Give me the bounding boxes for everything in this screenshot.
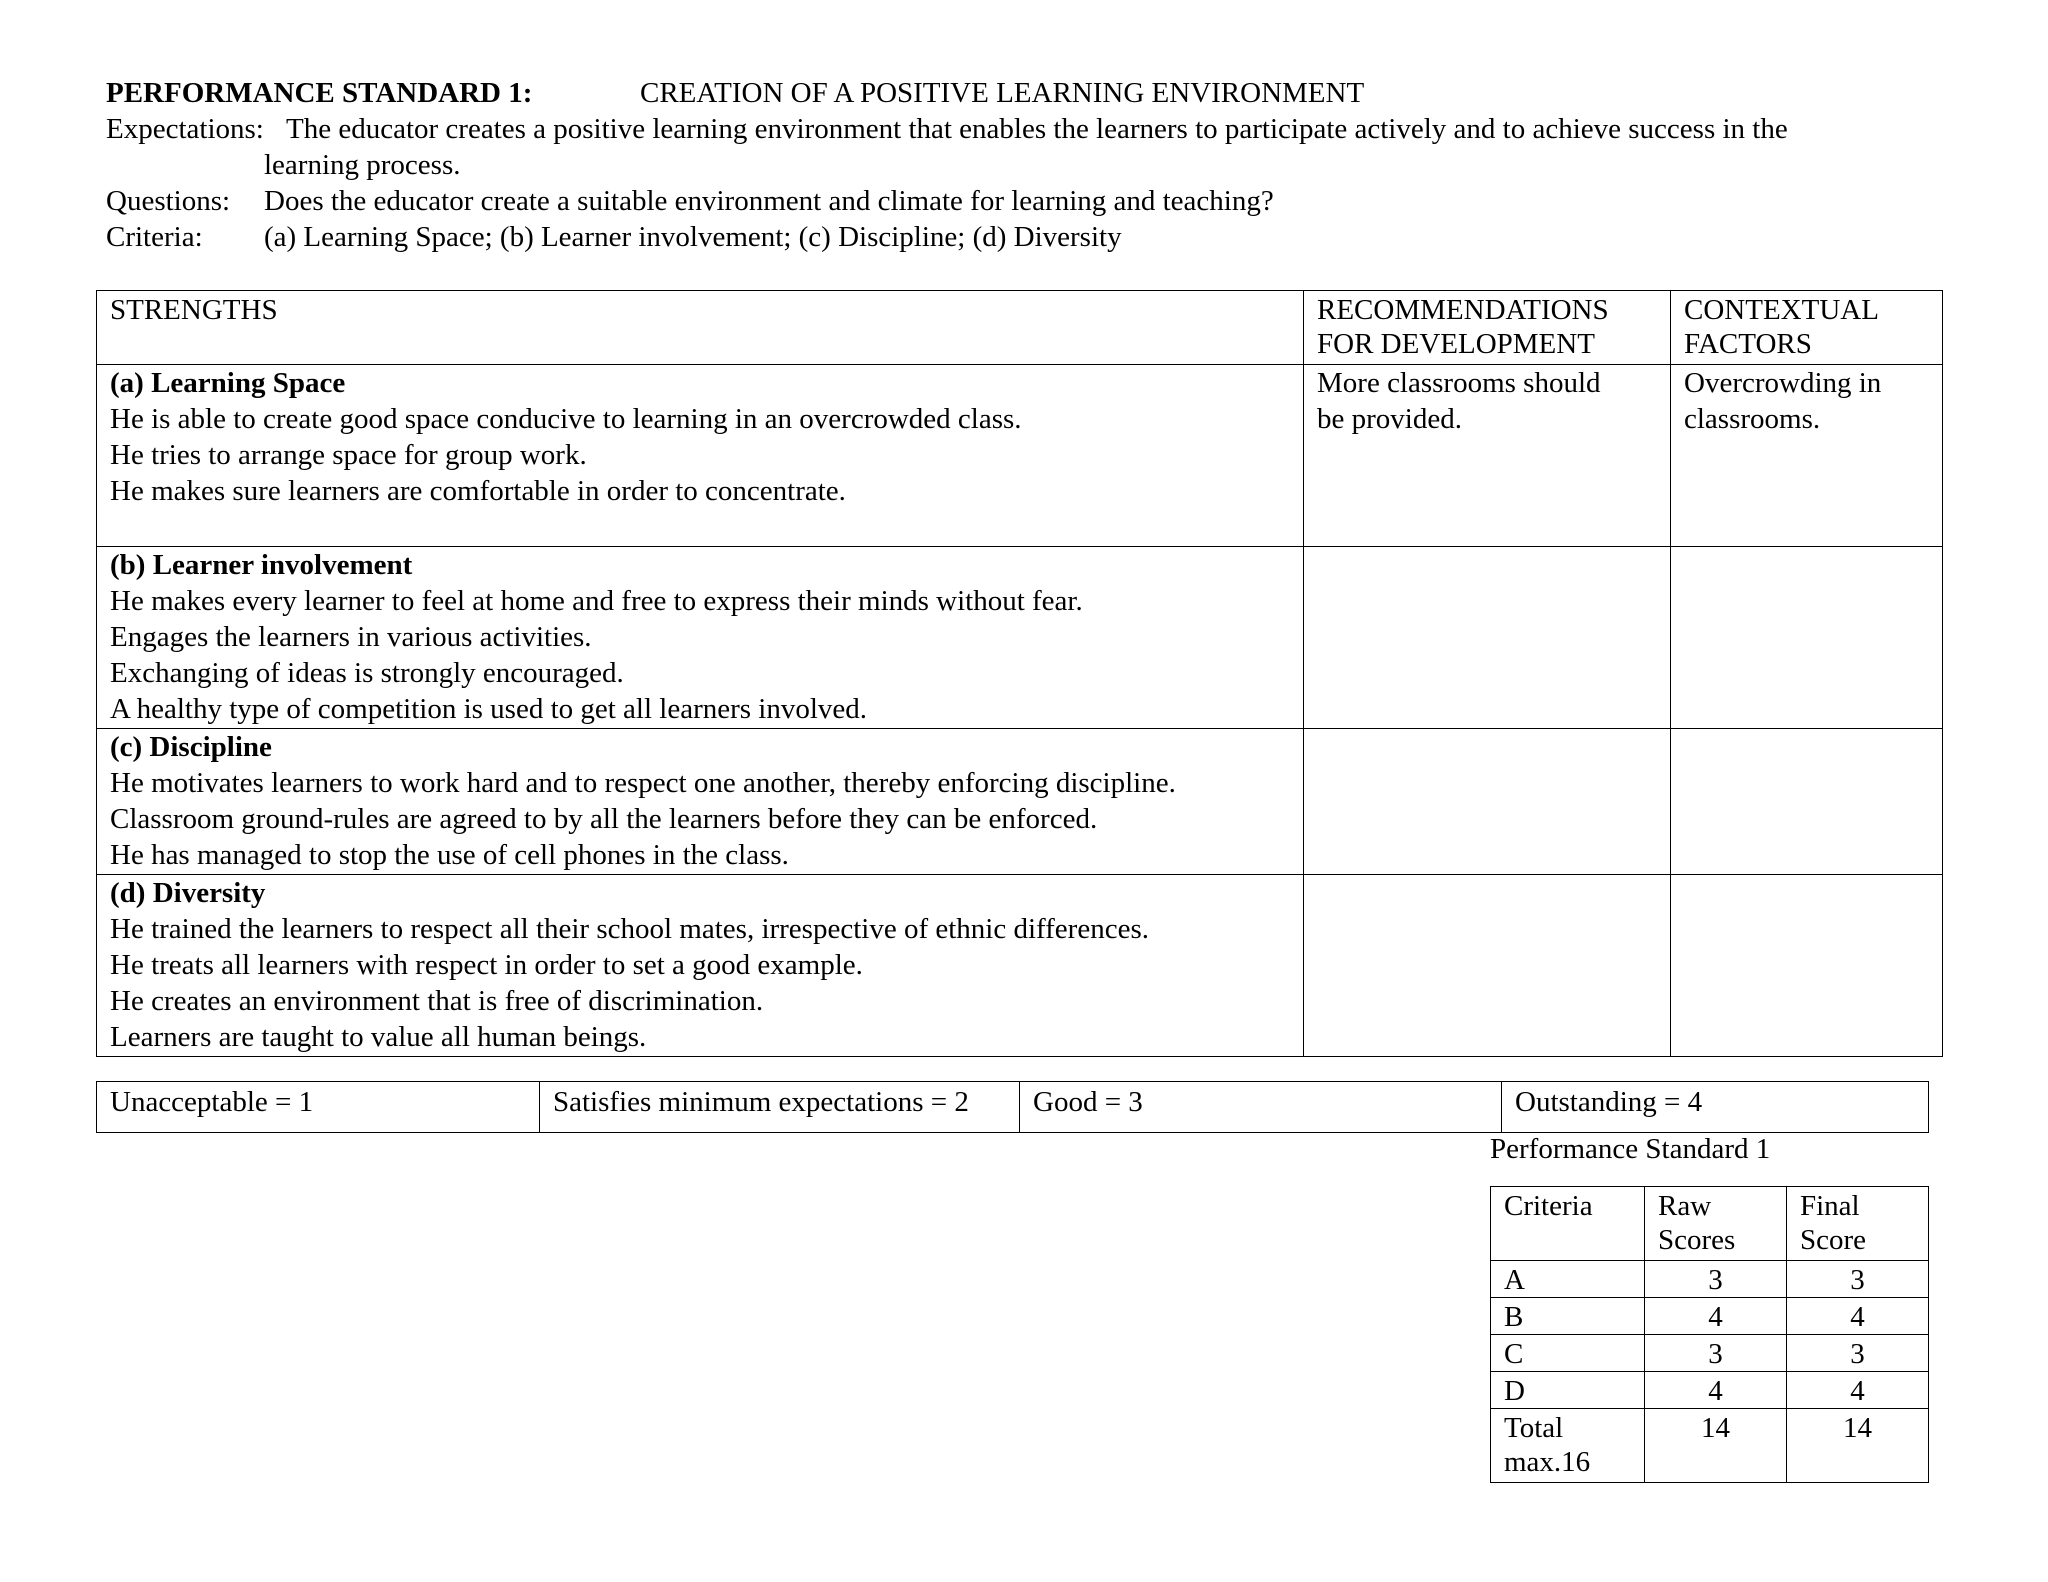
strength-line: He creates an environment that is free of discrimination. [110, 985, 764, 1017]
strength-line: Engages the learners in various activities. [110, 621, 592, 653]
criteria-cell: D [1491, 1372, 1645, 1409]
strength-line: Classroom ground-rules are agreed to by all the learners before they can be enforced. [110, 803, 1098, 835]
section-title: (b) Learner involvement [110, 549, 413, 581]
expectations-text-line1: The educator creates a positive learning environment that enables the learners to participate actively and to achieve success in the [286, 113, 1788, 145]
raw-score-cell: 3 [1645, 1335, 1787, 1372]
strength-line: He treats all learners with respect in order to set a good example. [110, 949, 863, 981]
questions-label: Questions: [106, 185, 231, 217]
learning-space-strengths-cell [97, 365, 1304, 547]
raw-score-cell: 4 [1645, 1298, 1787, 1335]
score-table-header-row [1491, 1187, 1929, 1261]
strengths-header: STRENGTHS [97, 291, 1304, 365]
section-title: (c) Discipline [110, 731, 272, 763]
rating-satisfies-minimum: Satisfies minimum expectations = 2 [540, 1082, 1020, 1133]
recommendations-header: RECOMMENDATIONS FOR DEVELOPMENT [1304, 291, 1671, 365]
criteria-cell: A [1491, 1261, 1645, 1298]
expectations-row [106, 111, 1788, 147]
total-label-cell: Total max.16 [1491, 1409, 1645, 1483]
criteria-cell: C [1491, 1335, 1645, 1372]
strengths-table-header-row [97, 291, 1943, 365]
section-title: (a) Learning Space [110, 367, 346, 399]
criteria-row [106, 219, 1122, 255]
discipline-contextual-cell [1671, 729, 1943, 875]
score-table [1490, 1186, 1929, 1483]
diversity-contextual-cell [1671, 875, 1943, 1057]
strength-line: He trained the learners to respect all their school mates, irrespective of ethnic differences. [110, 913, 1149, 945]
score-row-c [1491, 1335, 1929, 1372]
standard-label: PERFORMANCE STANDARD 1: [106, 77, 533, 109]
final-score-column-header: Final Score [1787, 1187, 1929, 1261]
score-row-total [1491, 1409, 1929, 1483]
strengths-table [96, 290, 1943, 1057]
rating-outstanding: Outstanding = 4 [1502, 1082, 1929, 1133]
strength-line: He has managed to stop the use of cell phones in the class. [110, 839, 789, 871]
learner-involvement-strengths-cell [97, 547, 1304, 729]
section-title: (d) Diversity [110, 877, 266, 909]
expectations-label: Expectations: [106, 113, 264, 145]
final-score-cell: 4 [1787, 1298, 1929, 1335]
rating-scale-row [97, 1082, 1929, 1133]
learning-space-recommendation-cell: More classrooms should be provided. [1304, 365, 1671, 547]
strength-line: Exchanging of ideas is strongly encouraged. [110, 657, 624, 689]
final-score-cell: 3 [1787, 1261, 1929, 1298]
contextual-factors-header: CONTEXTUAL FACTORS [1671, 291, 1943, 365]
questions-text: Does the educator create a suitable environment and climate for learning and teaching? [264, 185, 1274, 217]
learner-involvement-recommendation-cell [1304, 547, 1671, 729]
criteria-cell: B [1491, 1298, 1645, 1335]
section-row-discipline [97, 729, 1943, 875]
expectations-text-line2: learning process. [264, 149, 461, 181]
total-raw-score-cell: 14 [1645, 1409, 1787, 1483]
score-row-a [1491, 1261, 1929, 1298]
raw-score-cell: 3 [1645, 1261, 1787, 1298]
strength-line: He is able to create good space conducive to learning in an overcrowded class. [110, 403, 1022, 435]
section-row-learner-involvement [97, 547, 1943, 729]
score-table-caption: Performance Standard 1 [1490, 1133, 1771, 1165]
score-row-d [1491, 1372, 1929, 1409]
strength-line: Learners are taught to value all human beings. [110, 1021, 647, 1053]
learner-involvement-contextual-cell [1671, 547, 1943, 729]
diversity-recommendation-cell [1304, 875, 1671, 1057]
diversity-strengths-cell [97, 875, 1304, 1057]
criteria-text: (a) Learning Space; (b) Learner involvement; (c) Discipline; (d) Diversity [264, 221, 1122, 253]
score-row-b [1491, 1298, 1929, 1335]
rating-good: Good = 3 [1020, 1082, 1502, 1133]
criteria-label: Criteria: [106, 221, 203, 253]
strength-line: He makes every learner to feel at home and free to express their minds without fear. [110, 585, 1083, 617]
section-row-diversity [97, 875, 1943, 1057]
standard-heading [106, 75, 1365, 111]
discipline-recommendation-cell [1304, 729, 1671, 875]
criteria-column-header: Criteria [1491, 1187, 1645, 1261]
questions-row [106, 183, 1274, 219]
standard-title: CREATION OF A POSITIVE LEARNING ENVIRONMENT [640, 77, 1365, 109]
strength-line: A healthy type of competition is used to get all learners involved. [110, 693, 868, 725]
raw-scores-column-header: Raw Scores [1645, 1187, 1787, 1261]
strength-line: He motivates learners to work hard and to respect one another, thereby enforcing discipline. [110, 767, 1176, 799]
learning-space-contextual-cell: Overcrowding in classrooms. [1671, 365, 1943, 547]
section-row-learning-space [97, 365, 1943, 547]
raw-score-cell: 4 [1645, 1372, 1787, 1409]
strength-line: He tries to arrange space for group work. [110, 439, 587, 471]
rating-scale-table [96, 1081, 1929, 1133]
discipline-strengths-cell [97, 729, 1304, 875]
final-score-cell: 3 [1787, 1335, 1929, 1372]
strength-line: He makes sure learners are comfortable in order to concentrate. [110, 475, 846, 507]
rating-unacceptable: Unacceptable = 1 [97, 1082, 540, 1133]
total-final-score-cell: 14 [1787, 1409, 1929, 1483]
final-score-cell: 4 [1787, 1372, 1929, 1409]
